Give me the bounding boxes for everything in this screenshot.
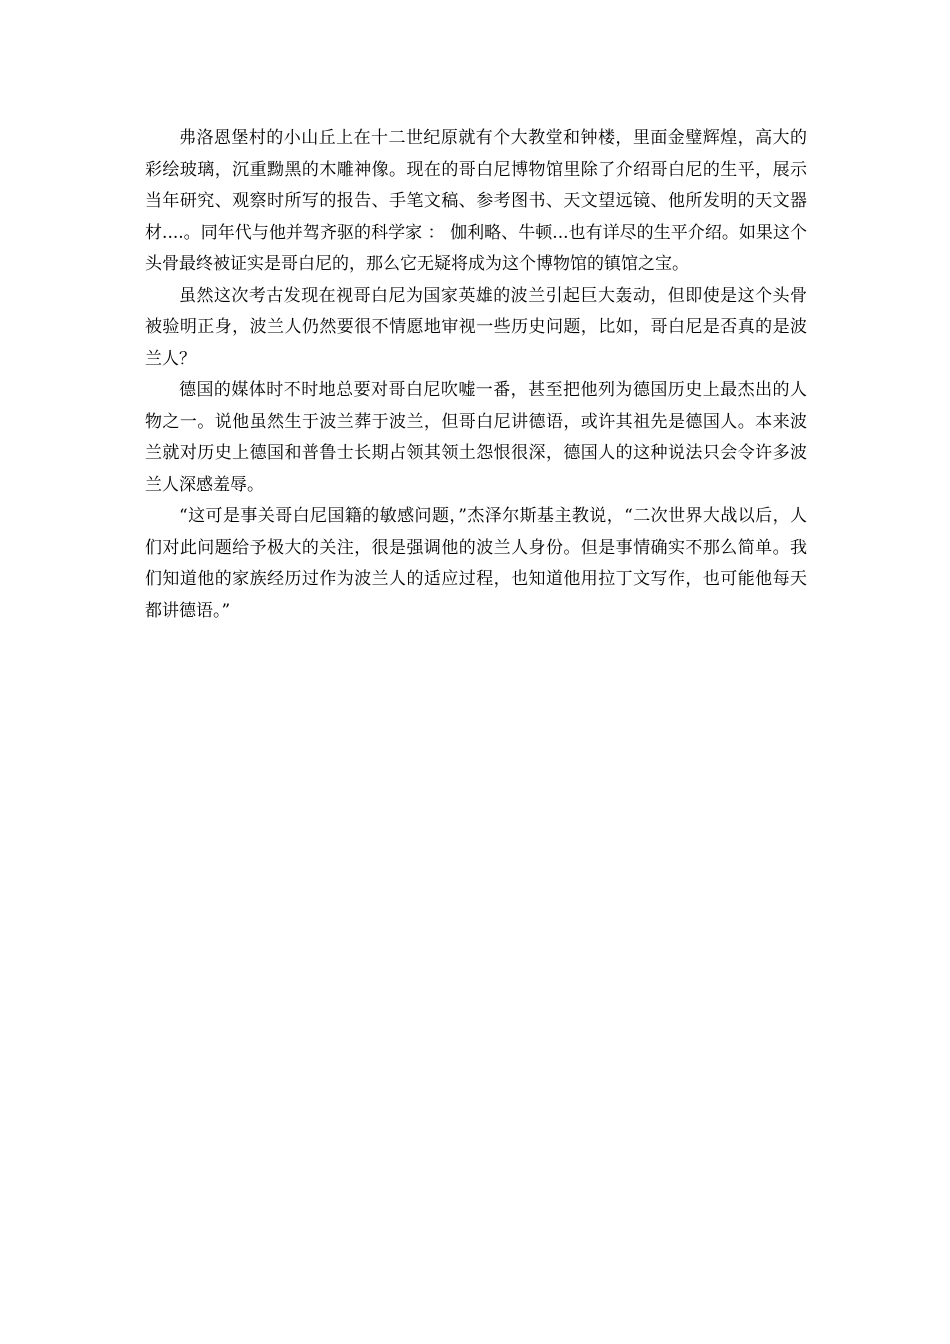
paragraph-3: 德国的媒体时不时地总要对哥白尼吹嘘一番，甚至把他列为德国历史上最杰出的人物之一。说他虽然生于波兰葬于波兰，但哥白尼讲德语，或许其祖先是德国人。本来波兰就对历史上德国和普鲁士长期占领其领土怨恨很深，德国人的这种说法只会令许多波兰人深感羞辱。 [145,380,807,495]
paragraph-1: 弗洛恩堡村的小山丘上在十二世纪原就有个大教堂和钟楼，里面金璧辉煌，高大的彩绘玻璃，沉重黝黑的木雕神像。现在的哥白尼博物馆里除了介绍哥白尼的生平，展示当年研究、观察时所写的报告、手笔文稿、参考图书、天文望远镜、他所发明的天文器材....。同年代与他并驾齐驱的科学家 ： 伽利略、牛顿...也有详尽的生平介绍。如果这个头骨最终被证实是哥白尼的，那么它无疑将成为这个博物馆的镇馆之宝。 [145,128,807,274]
paragraph-4: “这可是事关哥白尼国籍的敏感问题，”杰泽尔斯基主教说，“二次世界大战以后，人们对此问题给予极大的关注，很是强调他的波兰人身份。但是事情确实不那么简单。我们知道他的家族经历过作为波兰人的适应过程，也知道他用拉丁文写作，也可能他每天都讲德语。” [145,506,807,621]
document-body [145,123,807,627]
paragraph-2: 虽然这次考古发现在视哥白尼为国家英雄的波兰引起巨大轰动，但即使是这个头骨被验明正身，波兰人仍然要很不情愿地审视一些历史问题，比如，哥白尼是否真的是波兰人？ [145,285,807,369]
